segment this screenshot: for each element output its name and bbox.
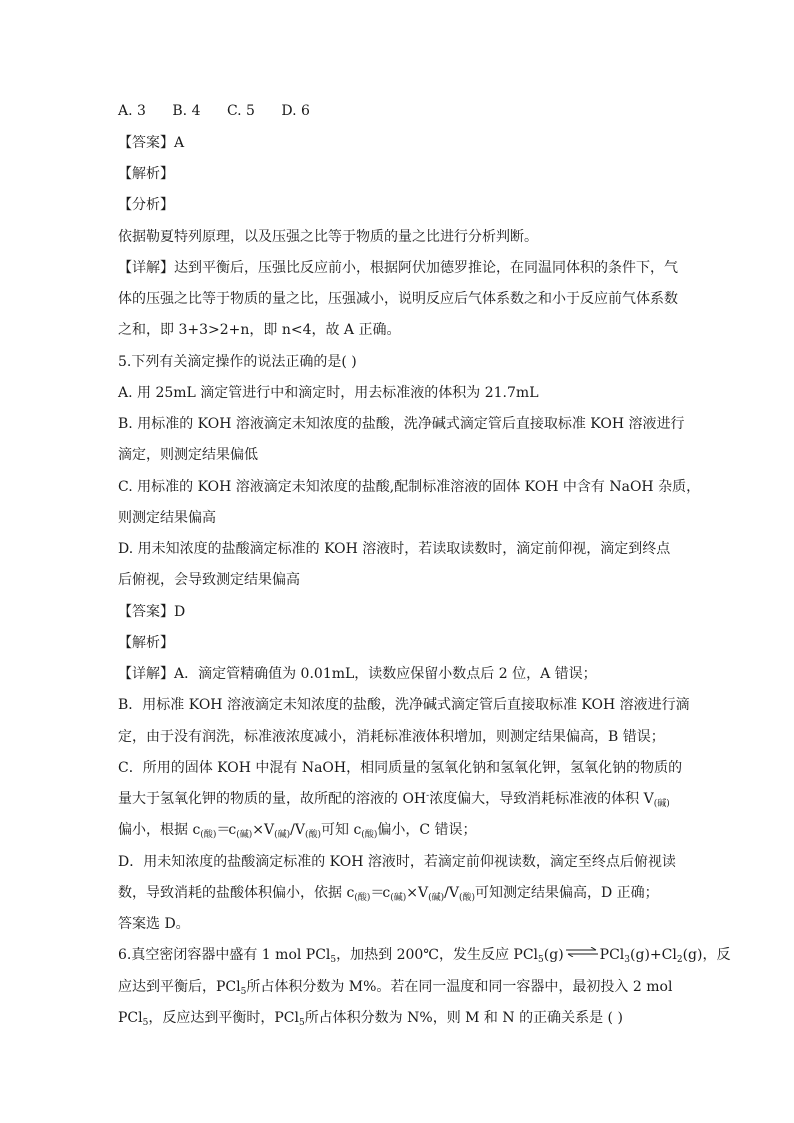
subscript-5: 5 — [298, 1018, 305, 1028]
q6-l2-text-b: 所占体积分数为 M%。若在同一温度和同一容器中，最初投入 2 mol — [246, 979, 673, 995]
subscript-acid: (酸) — [458, 893, 475, 903]
q6-l3-text-c: 所占体积分数为 N%，则 M 和 N 的正确关系是 ( ) — [304, 1010, 623, 1026]
q6-l1-text-b: ，加热到 200℃，发生反应 PCl — [336, 947, 539, 963]
q5-final-answer: 答案选 D。 — [118, 916, 190, 932]
q4-option-b: B. 4 — [172, 103, 201, 119]
subscript-acid: (酸) — [354, 893, 371, 903]
subscript-acid: (酸) — [361, 830, 378, 840]
q6-l1-text-e: (g)+Cl — [630, 947, 677, 963]
q5-stem: 5.下列有关滴定操作的说法正确的是( ) — [118, 354, 357, 370]
q6-l3-text-a: PCl — [118, 1010, 143, 1026]
q5-explain-line-8 — [118, 883, 659, 903]
q4-detail-line-2: 体的压强之比等于物质的量之比，压强减小，说明反应后气体系数之和小于反应前气体系数 — [118, 291, 678, 307]
q5-explain-line-4: C．所用的固体 KOH 中混有 NaOH，相同质量的氢氧化钠和氢氧化钾，氢氧化钠的物质的 — [118, 760, 683, 776]
subscript-base: (碱) — [274, 830, 291, 840]
q4-answer: 【答案】A — [118, 135, 185, 151]
q5-option-a: A. 用 25mL 滴定管进行中和滴定时，用去标准液的体积为 21.7mL — [118, 385, 539, 401]
subscript-base: (碱) — [236, 830, 253, 840]
formula-times-v: ×V — [252, 822, 275, 838]
subscript-2: 2 — [676, 955, 683, 965]
q5-e5-text-b: 浓度偏大，导致消耗标准液的体积 V — [429, 791, 654, 807]
q4-sub-tag: 【分析】 — [118, 197, 174, 213]
formula-equals: ＝ — [370, 885, 383, 901]
q4-option-d: D. 6 — [281, 103, 310, 119]
subscript-5: 5 — [240, 987, 247, 997]
formula-equals: ＝ — [216, 822, 229, 838]
q4-option-c: C. 5 — [226, 103, 255, 119]
q5-explain-line-2: B．用标准 KOH 溶液滴定未知浓度的盐酸，洗净碱式滴定管后直接取标准 KOH 溶液进行滴 — [118, 697, 690, 713]
q6-l2-text-a: 应达到平衡后，PCl — [118, 979, 241, 995]
q4-detail-line-3: 之和，即 3+3>2+n，即 n<4，故 A 正确。 — [118, 322, 401, 338]
subscript-5: 5 — [142, 1018, 149, 1028]
subscript-base: (碱) — [653, 799, 670, 809]
q6-line-3 — [118, 1008, 623, 1028]
q5-e6-text-b: 可知 c — [321, 822, 362, 838]
q6-l1-text-a: 6.真空密闭容器中盛有 1 mol PCl — [118, 947, 331, 963]
formula-times-v: ×V — [406, 885, 429, 901]
q5-answer: 【答案】D — [118, 604, 186, 620]
q5-option-d-line-2: 后俯视，会导致测定结果偏高 — [118, 572, 300, 588]
subscript-base: (碱) — [390, 893, 407, 903]
formula-div-v: /V — [444, 885, 459, 901]
hydroxide-charge: - — [426, 791, 430, 801]
q5-explain-line-7: D．用未知浓度的盐酸滴定标准的 KOH 溶液时，若滴定前仰视读数，滴定至终点后俯视读 — [118, 854, 676, 870]
q6-l1-text-f: (g)，反 — [682, 947, 731, 963]
q5-option-b-line-1: B. 用标准的 KOH 溶液滴定未知浓度的盐酸，洗净碱式滴定管后直接取标准 KOH 溶液进行 — [118, 416, 685, 432]
q5-explain-line-1: 【详解】A．滴定管精确值为 0.01mL，读数应保留小数点后 2 位，A 错误； — [118, 666, 597, 682]
q4-option-a: A. 3 — [118, 103, 146, 119]
subscript-base: (碱) — [428, 893, 445, 903]
q5-option-c-line-2: 则测定结果偏高 — [118, 510, 216, 526]
q5-option-c-line-1: C. 用标准的 KOH 溶液滴定未知浓度的盐酸,配制标准溶液的固体 KOH 中含有 NaOH 杂质， — [118, 479, 701, 495]
subscript-5: 5 — [538, 955, 544, 965]
q5-e6-text-a: 偏小，根据 c — [118, 822, 201, 838]
q4-detail-line-1: 【详解】达到平衡后，压强比反应前小，根据阿伏加德罗推论，在同温同体积的条件下，气 — [118, 260, 678, 276]
q5-explain-line-5 — [118, 789, 670, 809]
subscript-3: 3 — [624, 955, 631, 965]
subscript-acid: (酸) — [200, 830, 217, 840]
q6-line-2 — [118, 977, 672, 997]
formula-c: c — [228, 822, 237, 838]
q5-e5-text-a: 量大于氢氧化钾的物质的量，故所配的溶液的 OH — [118, 791, 427, 807]
equilibrium-arrow-icon — [565, 947, 599, 957]
q6-l1-text-c: (g) — [543, 947, 564, 963]
q6-line-1 — [118, 945, 730, 965]
formula-c: c — [382, 885, 391, 901]
formula-div-v: /V — [290, 822, 305, 838]
q5-e8-text-b: 可知测定结果偏高，D 正确； — [475, 885, 659, 901]
q6-l3-text-b: ，反应达到平衡时，PCl — [148, 1010, 299, 1026]
q5-option-d-line-1: D. 用未知浓度的盐酸滴定标准的 KOH 溶液时，若读取读数时，滴定前仰视，滴定到终点 — [118, 541, 671, 557]
q5-analysis-tag: 【解析】 — [118, 635, 174, 651]
q4-options — [118, 101, 332, 121]
subscript-acid: (酸) — [304, 830, 321, 840]
q5-option-b-line-2: 滴定，则测定结果偏低 — [118, 447, 258, 463]
subscript-5: 5 — [330, 955, 337, 965]
q4-sub-text: 依据勒夏特列原理，以及压强之比等于物质的量之比进行分析判断。 — [118, 229, 538, 245]
q5-e8-text-a: 数，导致消耗的盐酸体积偏小，依据 c — [118, 885, 355, 901]
q6-l1-text-d: PCl — [599, 947, 625, 963]
q5-explain-line-6 — [118, 820, 477, 840]
q5-e6-text-c: 偏小，C 错误； — [377, 822, 477, 838]
q4-analysis-tag: 【解析】 — [118, 166, 174, 182]
q5-explain-line-3: 定，由于没有润洗，标准液浓度减小，消耗标准液体积增加，则测定结果偏高，B 错误； — [118, 729, 665, 745]
